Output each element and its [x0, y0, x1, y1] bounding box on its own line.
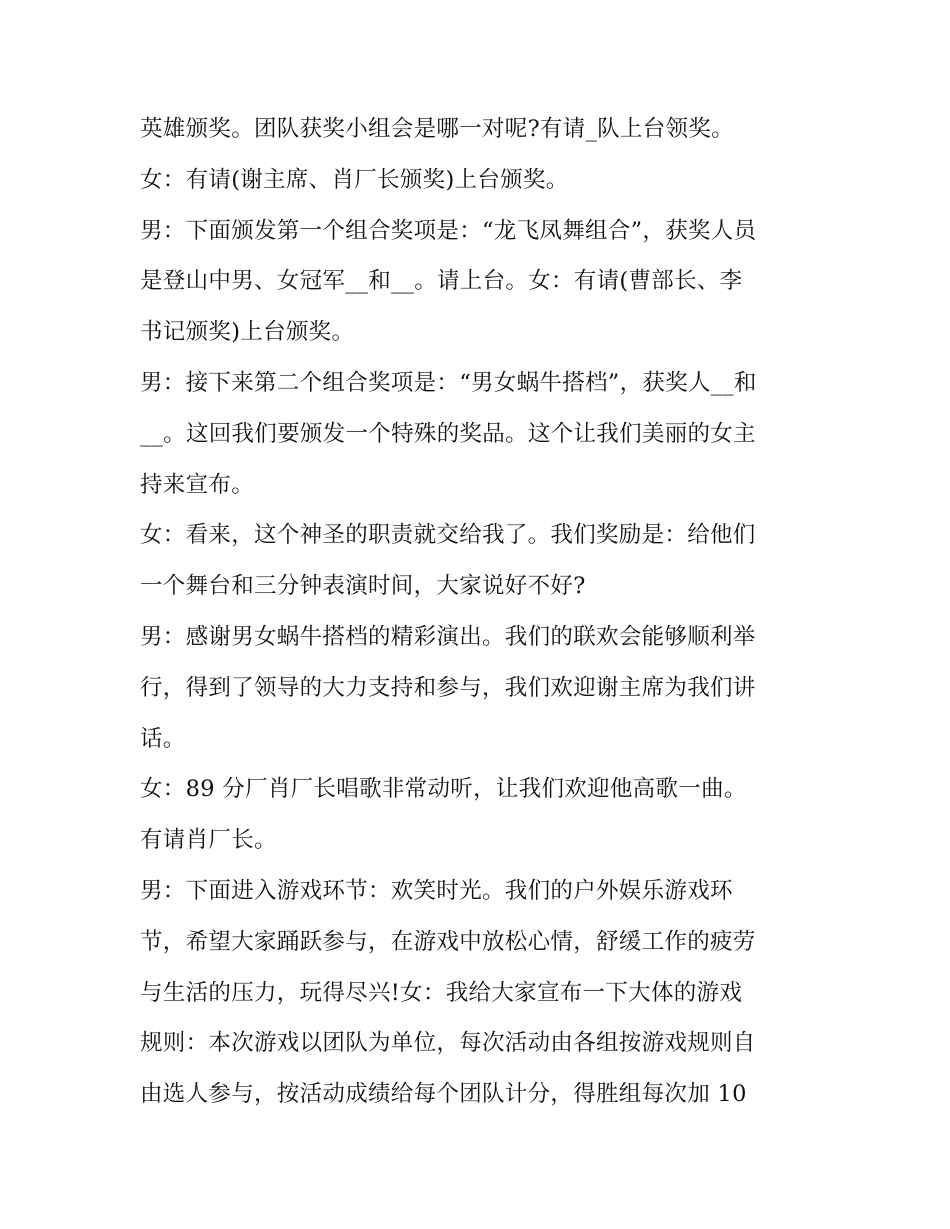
text-line: 与生活的压力，玩得尽兴!女：我给大家宣布一下大体的游戏: [140, 979, 743, 1006]
text-line: 女：有请(谢主席、肖厂长颁奖)上台颁奖。: [140, 166, 569, 193]
text-line: 有请肖厂长。: [140, 827, 277, 854]
text-line: 男：接下来第二个组合奖项是：“男女蜗牛搭档”，获奖人__和: [140, 369, 757, 396]
text-line: 行，得到了领导的大力支持和参与，我们欢迎谢主席为我们讲: [140, 674, 756, 701]
text-line: 由选人参与，按活动成绩给每个团队计分，得胜组每次加 10: [140, 1081, 747, 1108]
text-line: 书记颁奖)上台颁奖。: [140, 319, 355, 346]
text-line: 男：下面进入游戏环节：欢笑时光。我们的户外娱乐游戏环: [140, 877, 733, 904]
text-line: 女：89 分厂肖厂长唱歌非常动听，让我们欢迎他高歌一曲。: [140, 776, 747, 803]
text-line: 英雄颁奖。团队获奖小组会是哪一对呢?有请_队上台领奖。: [140, 116, 734, 142]
text-line: 一个舞台和三分钟表演时间，大家说好不好?: [140, 573, 586, 600]
text-line: 持来宣布。: [140, 471, 255, 498]
text-line: 规则：本次游戏以团队为单位，每次活动由各组按游戏规则自: [140, 1030, 756, 1057]
text-line: __。这回我们要颁发一个特殊的奖品。这个让我们美丽的女主: [140, 420, 756, 447]
text-line: 节，希望大家踊跃参与，在游戏中放松心情，舒缓工作的疲劳: [140, 928, 756, 955]
document-body: [140, 104, 820, 1120]
text-line: 是登山中男、女冠军__和__。请上台。女：有请(曹部长、李: [140, 268, 743, 295]
text-line: 男：下面颁发第一个组合奖项是：“龙飞凤舞组合”，获奖人员: [140, 217, 757, 244]
text-line: 女：看来，这个神圣的职责就交给我了。我们奖励是：给他们: [140, 522, 756, 549]
text-line: 话。: [140, 725, 186, 752]
text-line: 男：感谢男女蜗牛搭档的精彩演出。我们的联欢会能够顺利举: [140, 623, 756, 650]
